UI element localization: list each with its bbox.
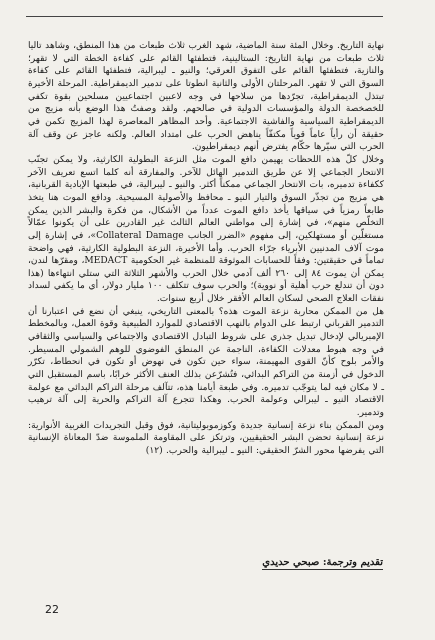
paragraph-2: وخلال كلّ هذه اللحظات يهيمن دافع الموت مثل النزعة البطولية الكارثية، ولا يمكن تجنّب الانتحار الجماعي إلا عن طريق التدمير الهائل للآخر. والمفارقة أنه كلما اتسع تعريف الآخر ككفاءة تدميره، بات الانتحار الجماعي ممكناً أكثر. والنيو ـ ليبرالية، في طبعتها الإبادية القربانية، هي مزيج من تجذّر السوق والتيار النيو ـ محافظ والأصولية المسيحية. ودافع الموت هنا يتخذ طابعاً رمزياً في سياقها يأخذ دافع الموت عدداً من الأشكال، من فكرة والبشر الذين يمكن التخلّص منهم»، في إشارة إلى مواطني العالم الثالث غير القادرين على أن يكونوا عمّالاً مستغلّين أو مستهلكين، إلى مفهوم «الضرر الجانب Collateral Damage»، في إشارة إلى موت آلاف المدنيين الأبرياء جرّاء الحرب. وأما الأخيرة، النزعة البطولية الكارثية، فهي واضحة تماماً في حقيقتين: وفقاً للحسابات الموثوقة للمنظمة غير الحكومية MEDACT، ومقرّها لندن، يمكن أن يموت ٨٤ إلى ٢٦٠ ألف آدمي خلال الحرب والأشهر الثلاثة التي ستلي انتهاءها (هذا دون أن تندلع حرب أهلية أو نووية)؛ والحرب سوف تتكلف ١٠٠ مليار دولار، أي ما يكفي لسداد نفقات العلاج الصحي لسكان العالم الأفقر خلال أربع سنوات. [28,154,384,305]
body-text [28,40,384,458]
paragraph-3: هل من الممكن محاربة نزعة الموت هذه؟ بالمعنى التاريخي، ينبغي أن نضع في اعتبارنا أن التدمير القرباني ارتبط على الدوام بالنهب الاقتصادي للموارد الطبيعية وقوة العمل، وبالمخطط الإمبريالي لإدخال تبديل جذري على شروط التبادل الاقتصادي والاجتماعي والسياسي والثقافي في وجه هبوط معدلات الكفاءة، الناجمة عن المنطق الفوضوي للوهم الشمولي المسيطر. والأمر بلوح كأنّ القوى المهيمنة، سواء حين تكون في نهوض أو تكون في انحطاط، تكرّر الدخول في أزمنة من التراكم البدائي، فتُشرّعن بذلك العنف الأكثر خرابًا، باسم المستقبل التي ـ لا مكان فيه لما يتوجّب تدميره. وفي طبعة أيامنا هذه، تتآلف مرحلة التراكم البدائي مع عولمة الاقتصاد النيو ـ ليبرالي وعولمة الحرب. وهكذا تتجرع آلة التراكم والحرية إلى آلة ترهيب وتدمير. [28,306,384,419]
translator-credit: تقديم وترجمة: صبحي حديدي [262,557,383,568]
paragraph-4: ومن الممكن بناء نزعة إنسانية جديدة وكوزموبوليتانية، فوق وقبل التجريدات الغربية الأنوارية: نزعة إنسانية تحضن البشر الحقيقيين، وترتكز على المقاومة الملموسة ضدّ المعاناة الإنسانية التي يفرضها محور الشرّ الحقيقي: النيو ـ ليبرالية والحرب. (١٢) [28,420,384,456]
paragraph-1: نهاية التاريخ. وخلال المئة سنة الماضية، شهد الغرب ثلاث طبعات من هذا المنطق، وشاهد تاليا ثلاث طبعات من نهاية التاريخ: الستالينية، فتطفئها القائم على كفاءة الخطة التي لا تقهر؛ والنازية، فتطفئها القائم على التفوق العرقي؛ والنيو ـ ليبرالية، فتطفئها القائم على كفاءة السوق التي لا تقهر. المرحلتان الأولى والثانية انطوتا على تدمير الديمقراطية. المرحلة الأخيرة تبتذل الديمقراطية، تجرّدها من سلاحها في وجه لاعبين اجتماعيين مسلحين بقوة تكفي للخصخصة الدولة والمؤسسات الدولية في صالحهم. ولقد وصفتُ هذا الوضع بأنه مزيج من الديمقراطية السياسية والفاشية الاجتماعية. وأحد المظاهر المعاصرة لهذا المزيج تكمن في حقيقة أن رأياً عاماً قوياً مكتفّاً يناهض الحرب على امتداد العالم. ولكنه عاجز عن وقف آلة الحرب التي سيّرها حكّام يفترض أنهم ديمقراطيون. [28,41,384,153]
page-number: 22 [45,603,59,616]
top-rule [26,16,383,17]
